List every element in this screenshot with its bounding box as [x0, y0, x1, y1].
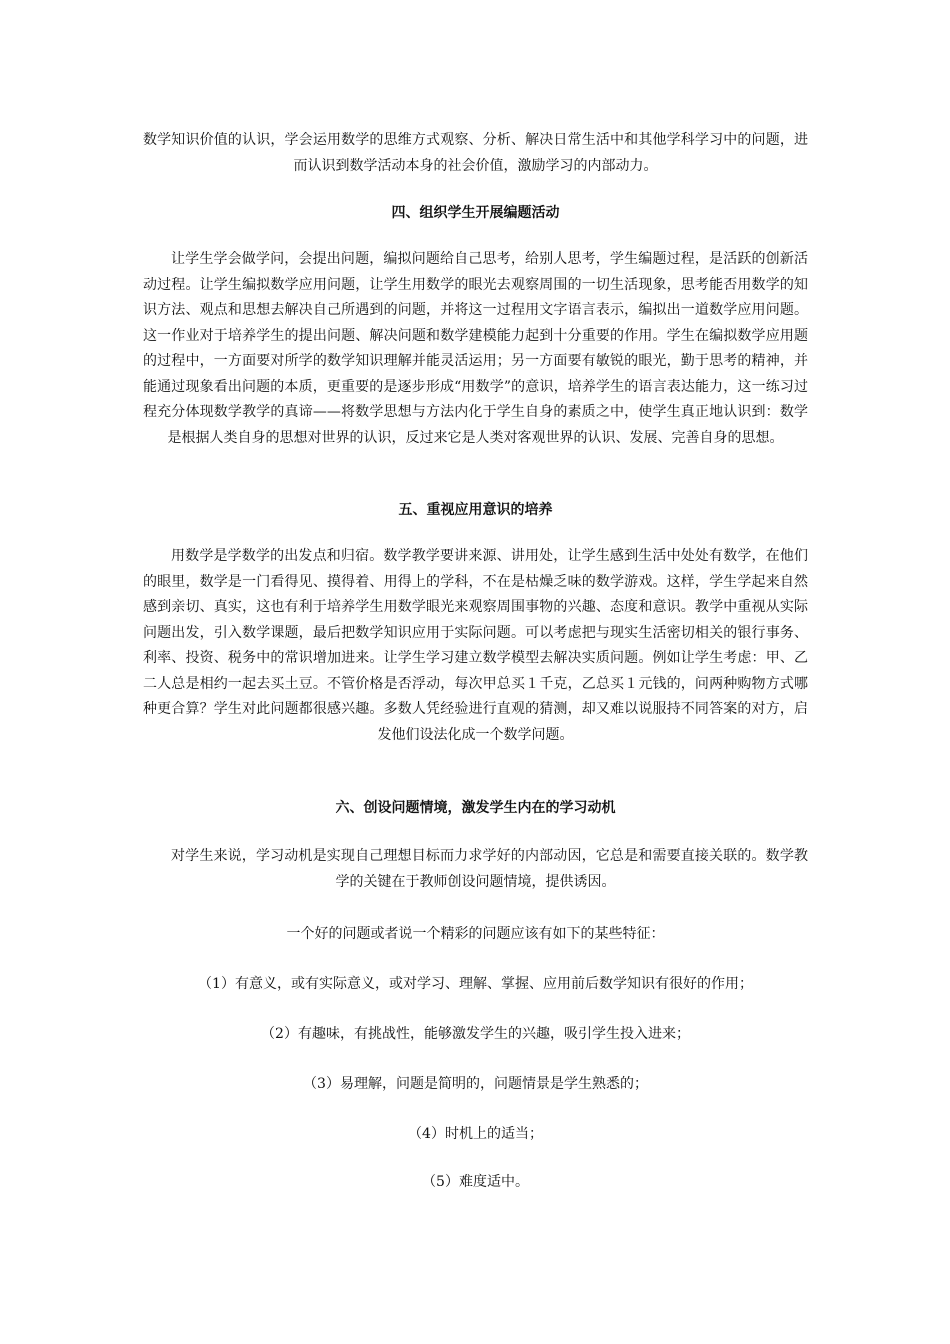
section-6-paragraph: 对学生来说，学习动机是实现自己理想目标而力求学好的内部动因，它总是和需要直接关联的。数学教学的关键在于教师创设问题情境，提供诱因。 [171, 848, 808, 890]
feature-item-1: （1）有意义，或有实际意义，或对学习、理解、掌握、应用前后数学知识有很好的作用； [198, 976, 753, 992]
section-6-heading: 六、创设问题情境，激发学生内在的学习动机 [335, 800, 616, 816]
feature-item-5: （5）难度适中。 [422, 1174, 529, 1190]
feature-item-3: （3）易理解，问题是简明的，问题情景是学生熟悉的； [303, 1076, 648, 1092]
intro-paragraph: 数学知识价值的认识，学会运用数学的思维方式观察、分析、解决日常生活中和其他学科学习中的问题，进而认识到数学活动本身的社会价值，激励学习的内部动力。 [143, 132, 808, 174]
feature-item-2: （2）有趣味，有挑战性，能够激发学生的兴趣，吸引学生投入进来； [261, 1026, 690, 1042]
section-5-paragraph: 用数学是学数学的出发点和归宿。数学教学要讲来源、讲用处，让学生感到生活中处处有数学，在他们的眼里，数学是一门看得见、摸得着、用得上的学科，不在是枯燥乏味的数学游戏。这样，学生学起来自然感到亲切、真实，这也有利于培养学生用数学眼光来观察周围事物的兴趣、态度和意识。教学中重视从实际问题出发，引入数学课题，最后把数学知识应用于实际问题。可以考虑把与现实生活密切相关的银行事务、利率、投资、税务中的常识增加进来。让学生学习建立数学模型去解决实质问题。例如让学生考虑：甲、乙二人总是相约一起去买土豆。不管价格是否浮动，每次甲总买１千克，乙总买１元钱的，问两种购物方式哪种更合算？学生对此问题都很感兴趣。多数人凭经验进行直观的猜测，却又难以说服持不同答案的对方，启发他们设法化成一个数学问题。 [143, 548, 808, 743]
section-4-paragraph: 让学生学会做学问，会提出问题，编拟问题给自己思考，给别人思考，学生编题过程，是活跃的创新活动过程。让学生编拟数学应用问题，让学生用数学的眼光去观察周围的一切生活现象，思考能否用数学的知识方法、观点和思想去解决自己所遇到的问题，并将这一过程用文字语言表示，编拟出一道数学应用问题。这一作业对于培养学生的提出问题、解决问题和数学建模能力起到十分重要的作用。学生在编拟数学应用题的过程中，一方面要对所学的数学知识理解并能灵活运用；另一方面要有敏锐的眼光，勤于思考的精神，并能通过现象看出问题的本质，更重要的是逐步形成“用数学”的意识，培养学生的语言表达能力，这一练习过程充分体现数学教学的真谛——将数学思想与方法内化于学生自身的素质之中，使学生真正地认识到：数学是根据人类自身的思想对世界的认识，反过来它是人类对客观世界的认识、发展、完善自身的思想。 [143, 251, 808, 446]
features-lead: 一个好的问题或者说一个精彩的问题应该有如下的某些特征： [286, 926, 665, 942]
section-5-heading: 五、重视应用意识的培养 [398, 502, 553, 518]
feature-item-4: （4）时机上的适当； [408, 1126, 543, 1142]
section-4-heading: 四、组织学生开展编题活动 [391, 205, 560, 221]
